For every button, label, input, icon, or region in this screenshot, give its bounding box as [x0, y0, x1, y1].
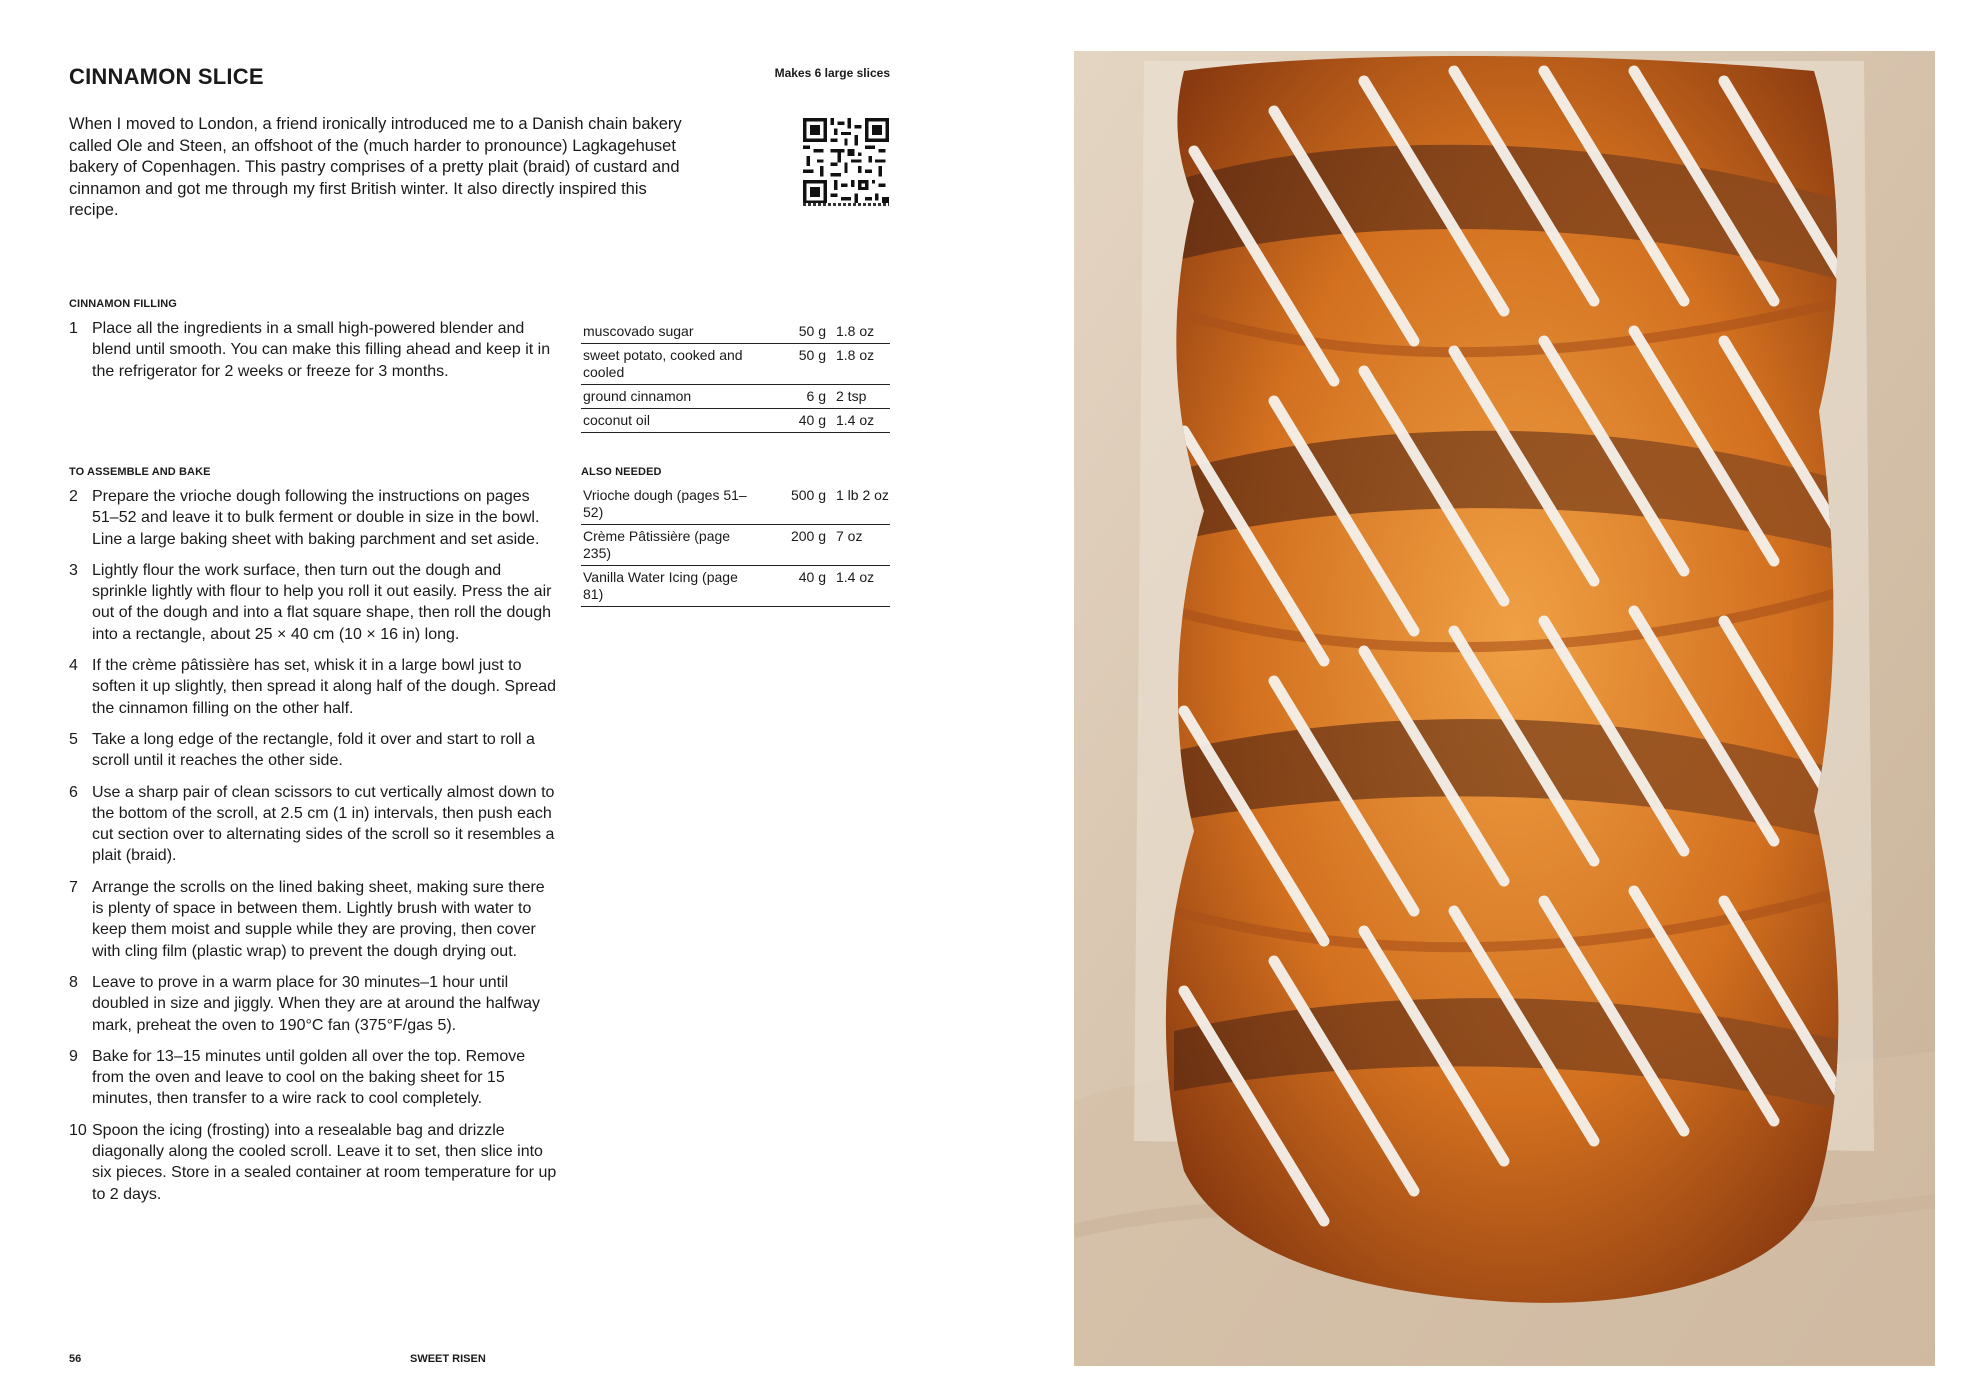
- step-number: 6: [69, 783, 78, 801]
- step-text: If the crème pâtissière has set, whisk it in a large bowl just to soften it up slightly, then spread it along half of the dough. Spread the cinnamon filling on the other half.: [92, 657, 557, 717]
- ingredient-imperial: 1 lb 2 oz: [826, 484, 890, 525]
- ingredient-row: [581, 385, 890, 409]
- step-text: Spoon the icing (frosting) into a resealable bag and drizzle diagonally along the cooled scroll. Leave it to set, then slice into six pieces. Store in a sealed container at room temperature for up to 2 days.: [92, 1121, 557, 1203]
- ingredient-metric: 200 g: [758, 525, 826, 566]
- step-text: Bake for 13–15 minutes until golden all over the top. Remove from the oven and leave to cool on the baking sheet for 15 minutes, then transfer to a wire rack to cool completely.: [92, 1047, 526, 1108]
- step-text: Use a sharp pair of clean scissors to cut vertically almost down to the bottom of the scroll, at 2.5 cm (1 in) intervals, then push each cut section over to alternating sides of the scroll so it resembles a plait (braid).: [92, 783, 555, 865]
- ingredient-name: muscovado sugar: [581, 320, 758, 344]
- ingredient-row: [581, 484, 890, 525]
- ingredient-imperial: 1.8 oz: [826, 320, 890, 344]
- assemble-heading: TO ASSEMBLE AND BAKE: [69, 466, 211, 478]
- ingredient-row: [581, 344, 890, 385]
- ingredient-name: ground cinnamon: [581, 385, 758, 409]
- method-step: [69, 972, 559, 1036]
- step-number: 2: [69, 488, 78, 505]
- also-needed-table: [581, 484, 890, 607]
- recipe-title: CINNAMON SLICE: [69, 64, 264, 89]
- filling-heading: CINNAMON FILLING: [69, 298, 177, 310]
- step-number: 8: [69, 973, 78, 991]
- step-number: 7: [69, 878, 78, 896]
- ingredient-name: coconut oil: [581, 409, 758, 433]
- step-number: 5: [69, 730, 78, 748]
- ingredient-metric: 40 g: [758, 409, 826, 433]
- step-number: 10: [69, 1121, 87, 1139]
- method-step: [69, 782, 559, 867]
- step-number: 4: [69, 657, 78, 675]
- ingredient-row: [581, 525, 890, 566]
- step-text: Prepare the vrioche dough following the instructions on pages 51–52 and leave it to bulk ferment or double in size in the bowl. Line a large baking sheet with baking parchment and set aside.: [92, 488, 540, 548]
- ingredient-metric: 500 g: [758, 484, 826, 525]
- qr-code-caption-strip: [803, 203, 889, 206]
- step-text: Arrange the scrolls on the lined baking sheet, making sure there is plenty of space in between them. Lightly brush with water to keep them moist and supple while they are proving, then cover with cling film (plastic wrap) to prevent the dough drying out.: [92, 878, 545, 960]
- ingredient-imperial: 1.4 oz: [826, 409, 890, 433]
- ingredient-imperial: 7 oz: [826, 525, 890, 566]
- step-text: Lightly flour the work surface, then turn out the dough and sprinkle lightly with flour to help you roll it out easily. Press the air out of the dough and into a flat square shape, then roll the dough into a rectangle, about 25 × 40 cm (10 × 16 in) long.: [92, 561, 552, 643]
- method-step: [69, 318, 559, 382]
- ingredient-row: [581, 320, 890, 344]
- ingredient-name: Crème Pâtissière (page 235): [581, 525, 758, 566]
- cinnamon-slice-photo: [1074, 51, 1935, 1366]
- step-number: 3: [69, 561, 78, 579]
- step-number: 1: [69, 320, 78, 337]
- assemble-steps-list: [69, 486, 559, 1215]
- ingredient-name: Vanilla Water Icing (page 81): [581, 566, 758, 607]
- ingredient-row: [581, 566, 890, 607]
- ingredient-imperial: 2 tsp: [826, 385, 890, 409]
- step-text: Take a long edge of the rectangle, fold it over and start to roll a scroll until it reaches the other side.: [92, 730, 535, 770]
- ingredient-metric: 50 g: [758, 344, 826, 385]
- method-step: [69, 655, 559, 719]
- step-number: 9: [69, 1047, 78, 1065]
- ingredient-name: Vrioche dough (pages 51–52): [581, 484, 758, 525]
- ingredient-imperial: 1.4 oz: [826, 566, 890, 607]
- page-number: 56: [69, 1353, 82, 1365]
- step-text: Leave to prove in a warm place for 30 minutes–1 hour until doubled in size and jiggly. When they are at around the halfway mark, preheat the oven to 190°C fan (375°F/gas 5).: [92, 973, 540, 1034]
- ingredient-row: [581, 409, 890, 433]
- recipe-yield: Makes 6 large slices: [774, 66, 890, 80]
- also-needed-heading: ALSO NEEDED: [581, 466, 662, 478]
- step-text: Place all the ingredients in a small high-powered blender and blend until smooth. You can make this filling ahead and keep it in the refrigerator for 2 weeks or freeze for 3 months.: [92, 320, 551, 380]
- ingredient-name: sweet potato, cooked and cooled: [581, 344, 758, 385]
- method-step: [69, 560, 559, 645]
- filling-ingredients-table: [581, 320, 890, 433]
- ingredient-metric: 40 g: [758, 566, 826, 607]
- qr-code-icon[interactable]: [803, 117, 889, 205]
- method-step: [69, 486, 559, 550]
- ingredient-imperial: 1.8 oz: [826, 344, 890, 385]
- method-step: [69, 1120, 559, 1205]
- method-step: [69, 1046, 559, 1110]
- ingredient-metric: 50 g: [758, 320, 826, 344]
- ingredient-metric: 6 g: [758, 385, 826, 409]
- recipe-intro: When I moved to London, a friend ironically introduced me to a Danish chain bakery called Ole and Steen, an offshoot of the (much harder to pronounce) Lagkagehuset bakery of Copenhagen. This pastry comprises of a pretty plait (braid) of custard and cinnamon and got me through my first British winter. It also directly inspired this recipe.: [69, 115, 682, 219]
- method-step: [69, 877, 559, 962]
- method-step: [69, 729, 559, 772]
- filling-steps-list: [69, 318, 559, 392]
- section-title: SWEET RISEN: [410, 1353, 486, 1365]
